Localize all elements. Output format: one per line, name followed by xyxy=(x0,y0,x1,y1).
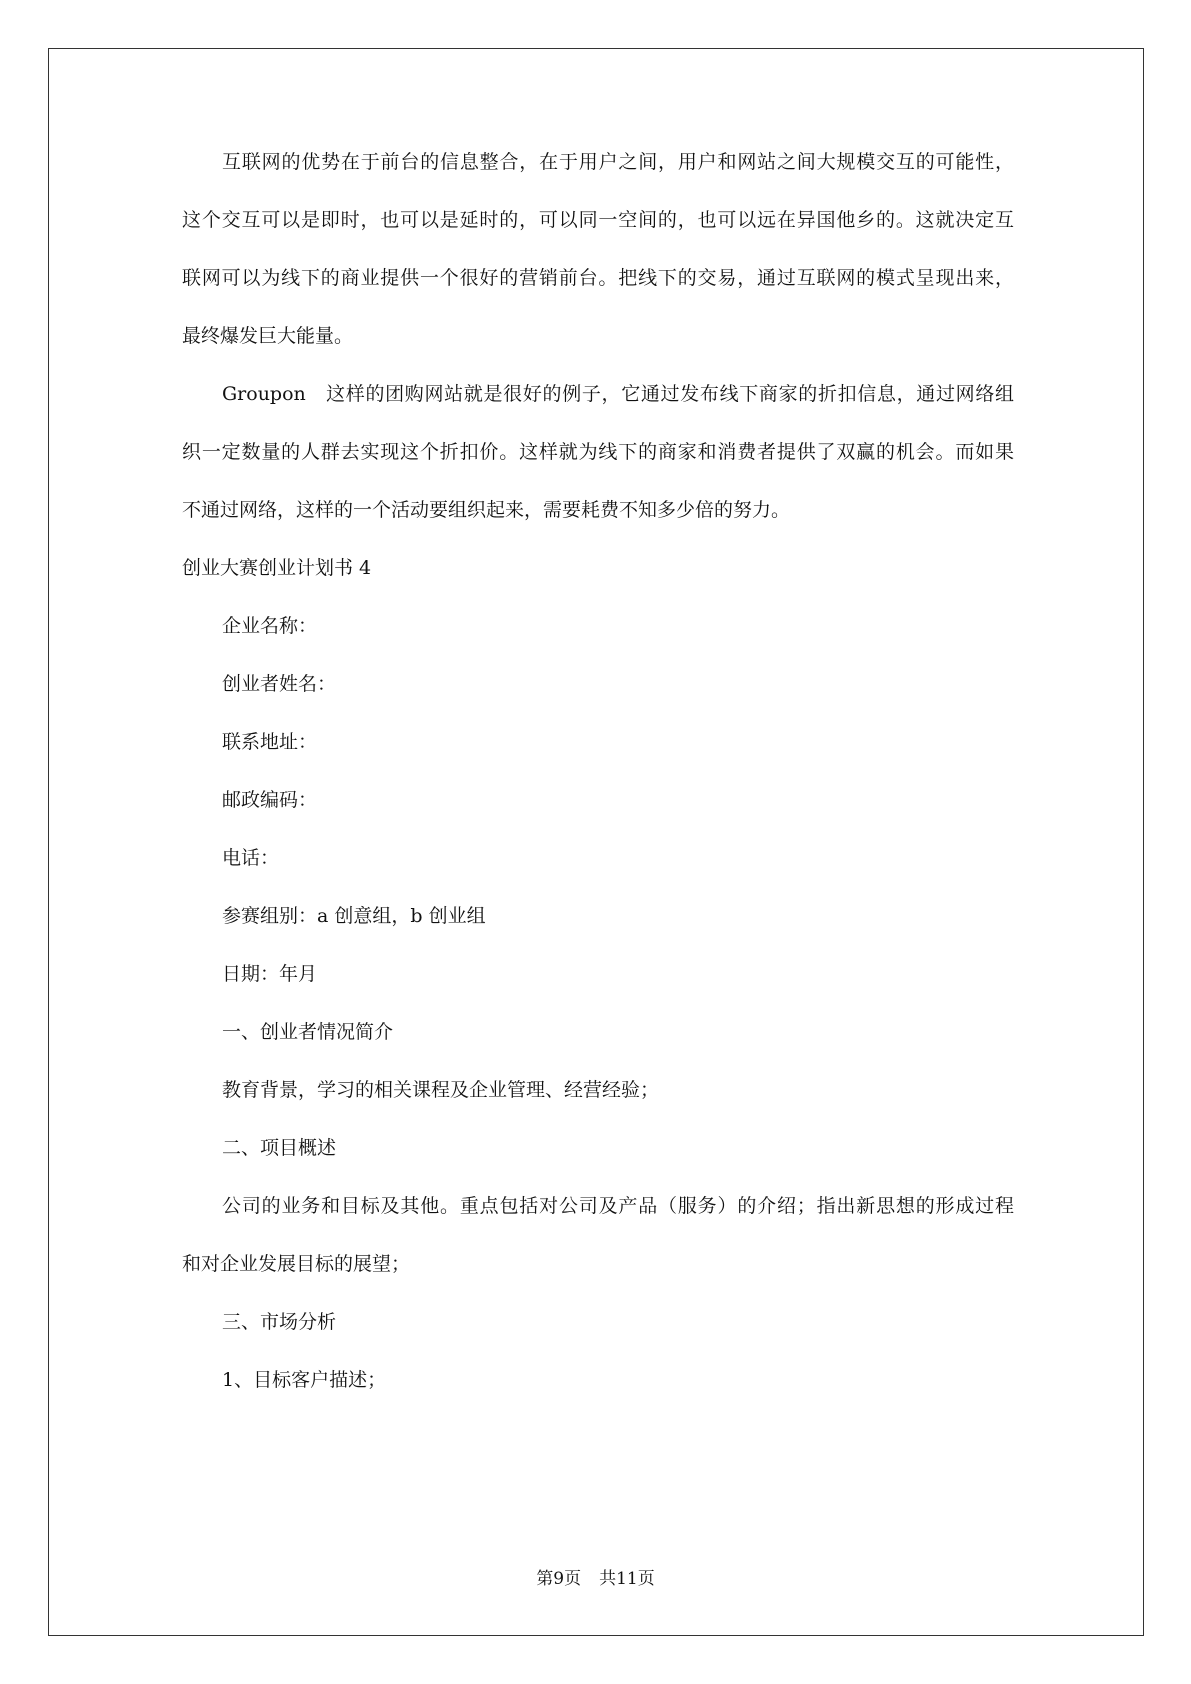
page-number: 第9页 xyxy=(536,1569,582,1589)
page-total: 共11页 xyxy=(599,1569,655,1589)
paragraph-line: 织一定数量的人群去实现这个折扣价。这样就为线下的商家和消费者提供了双赢的机会。而如果 xyxy=(182,441,1014,463)
paragraph-line: 联网可以为线下的商业提供一个很好的营销前台。把线下的交易，通过互联网的模式呈现出来， xyxy=(182,267,1014,289)
paragraph-line: 教育背景，学习的相关课程及企业管理、经营经验； xyxy=(222,1079,660,1101)
form-field-label: 创业者姓名： xyxy=(222,673,337,695)
paragraph-line: 公司的业务和目标及其他。重点包括对公司及产品（服务）的介绍；指出新思想的形成过程 xyxy=(222,1195,1014,1217)
paragraph-line: 互联网的优势在于前台的信息整合，在于用户之间，用户和网站之间大规模交互的可能性， xyxy=(222,151,1014,173)
form-field-label: 参赛组别：a 创意组，b 创业组 xyxy=(222,905,486,927)
paragraph-line: 最终爆发巨大能量。 xyxy=(182,325,354,347)
list-item: 1、目标客户描述； xyxy=(222,1369,387,1391)
form-field-label: 邮政编码： xyxy=(222,789,318,811)
form-field-label: 企业名称： xyxy=(222,615,318,637)
paragraph-line: Groupon 这样的团购网站就是很好的例子，它通过发布线下商家的折扣信息，通过网络组 xyxy=(222,383,1014,405)
section-heading: 创业大赛创业计划书 4 xyxy=(182,557,372,579)
paragraph-line: 不通过网络，这样的一个活动要组织起来，需要耗费不知多少倍的努力。 xyxy=(182,499,791,521)
paragraph-line: 和对企业发展目标的展望； xyxy=(182,1253,411,1275)
form-field-label: 电话： xyxy=(222,847,280,869)
form-field-label: 日期：年月 xyxy=(222,963,318,985)
subsection-heading: 一、创业者情况简介 xyxy=(222,1021,394,1043)
paragraph-line: 这个交互可以是即时，也可以是延时的，可以同一空间的，也可以远在异国他乡的。这就决定互 xyxy=(182,209,1014,231)
subsection-heading: 二、项目概述 xyxy=(222,1137,337,1159)
subsection-heading: 三、市场分析 xyxy=(222,1311,337,1333)
page-footer xyxy=(0,1568,1191,1590)
form-field-label: 联系地址： xyxy=(222,731,318,753)
